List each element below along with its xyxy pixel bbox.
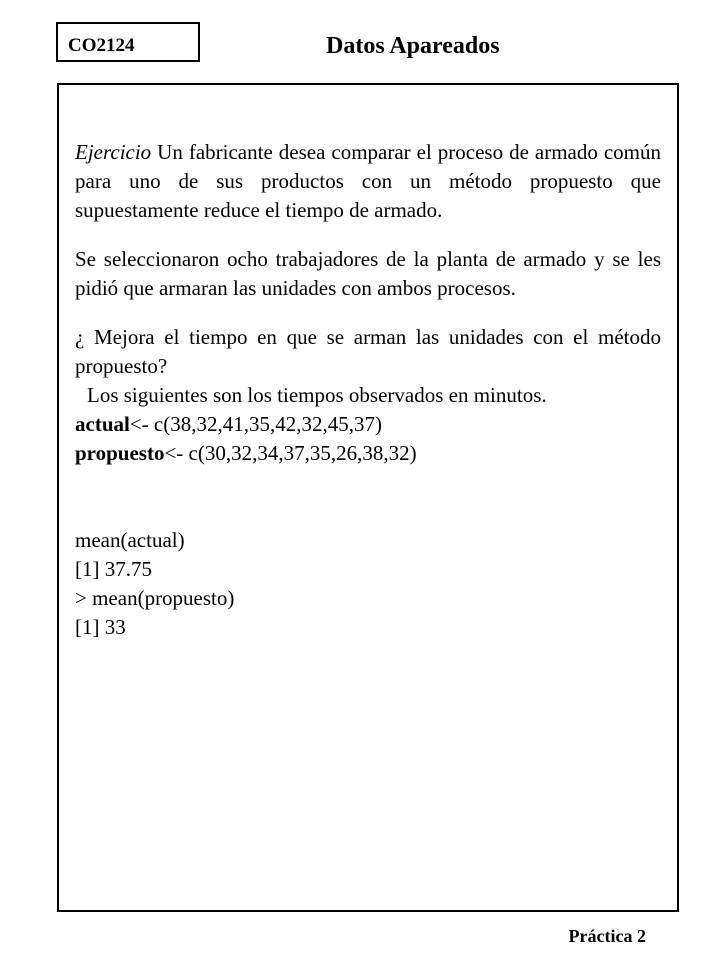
- propuesto-assign: <- c(30,32,34,37,35,26,38,32): [164, 441, 417, 465]
- exercise-question: ¿ Mejora el tiempo en que se arman las unidades con el método propuesto?: [75, 325, 661, 378]
- exercise-label: Ejercicio: [75, 140, 152, 164]
- output-line: [1] 33: [75, 615, 126, 639]
- course-code-box: [56, 22, 200, 62]
- actual-vector-line: [75, 410, 661, 439]
- actual-name: actual: [75, 412, 130, 436]
- spacer: [75, 468, 661, 526]
- output-line: > mean(propuesto): [75, 586, 235, 610]
- output-line: mean(actual): [75, 528, 185, 552]
- actual-assign: <- c(38,32,41,35,42,32,45,37): [129, 412, 382, 436]
- exercise-content: [75, 138, 661, 642]
- exercise-intro-text: Un fabricante desea comparar el proceso de armado común para uno de sus productos con un método propuesto que supuestamente reduce el tiempo de armado.: [75, 140, 661, 222]
- propuesto-vector-line: [75, 439, 661, 468]
- page-title: Datos Apareados: [326, 33, 500, 59]
- exercise-intro-paragraph: [75, 138, 661, 225]
- exercise-paragraph-2: Se seleccionaron ocho trabajadores de la planta de armado y se les pidió que armaran las unidades con ambos procesos.: [75, 247, 661, 300]
- output-line: [1] 37.75: [75, 557, 152, 581]
- footer-label: Práctica 2: [568, 926, 646, 946]
- observed-intro: Los siguientes son los tiempos observados en minutos.: [87, 383, 547, 407]
- course-code: CO2124: [68, 35, 135, 56]
- propuesto-name: propuesto: [75, 441, 165, 465]
